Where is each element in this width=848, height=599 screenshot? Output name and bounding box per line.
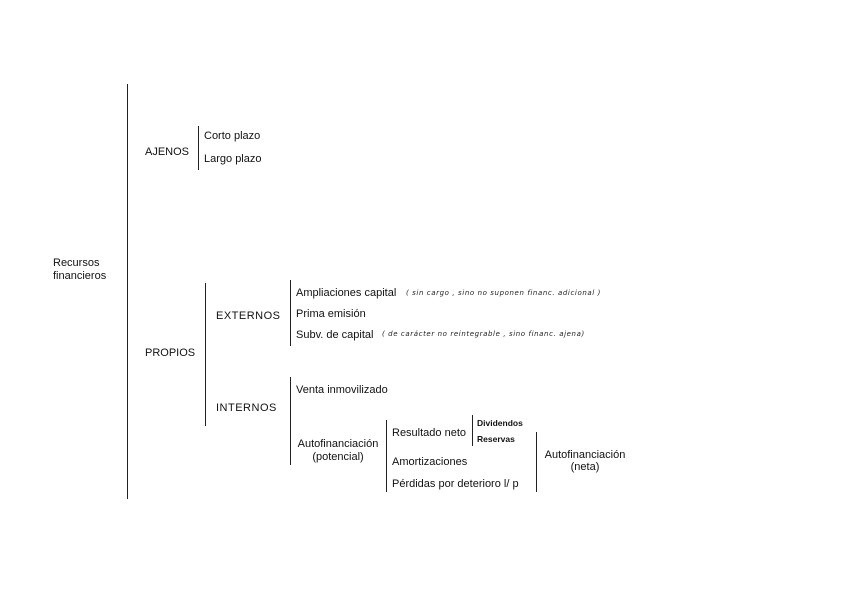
externos-note-subv: ( de carácter no reintegrable , sino financ. ajena) xyxy=(382,330,585,338)
externos-item-prima: Prima emisión xyxy=(296,308,366,320)
ajenos-bracket xyxy=(198,126,199,170)
ajenos-item-largo: Largo plazo xyxy=(204,153,262,165)
externos-note-ampliaciones: ( sin cargo , sino no suponen financ. adicional ) xyxy=(406,289,601,297)
externos-item-subv: Subv. de capital xyxy=(296,329,374,341)
root-label-line1: Recursos xyxy=(53,257,100,269)
propios-label: PROPIOS xyxy=(145,347,196,359)
component-resultado-neto: Resultado neto xyxy=(392,427,466,439)
autofin-potencial-line2: (potencial) xyxy=(312,451,364,463)
externos-label: EXTERNOS xyxy=(216,310,281,322)
externos-bracket xyxy=(290,280,291,346)
ajenos-item-corto: Corto plazo xyxy=(204,130,261,142)
propios-bracket xyxy=(205,283,206,426)
root-label-line2: financieros xyxy=(53,270,107,282)
externos-item-ampliaciones: Ampliaciones capital xyxy=(296,287,397,299)
resultado-split-reservas: Reservas xyxy=(477,434,515,444)
internos-label: INTERNOS xyxy=(216,402,277,414)
root-bracket xyxy=(127,84,128,499)
resultado-split-bracket xyxy=(472,415,473,446)
autofin-neta-bracket xyxy=(536,432,537,492)
internos-bracket xyxy=(290,377,291,465)
component-perdidas-deterioro: Pérdidas por deterioro l/ p xyxy=(392,478,519,490)
component-amortizaciones: Amortizaciones xyxy=(392,456,468,468)
autofin-components-bracket xyxy=(386,420,387,492)
ajenos-label: AJENOS xyxy=(145,146,190,158)
resultado-split-dividendos: Dividendos xyxy=(477,418,523,428)
autofin-potencial-line1: Autofinanciación xyxy=(297,438,379,450)
internos-item-venta: Venta inmovilizado xyxy=(296,384,388,396)
autofin-neta-line1: Autofinanciación xyxy=(544,449,626,461)
autofin-neta-line2: (neta) xyxy=(570,461,600,473)
